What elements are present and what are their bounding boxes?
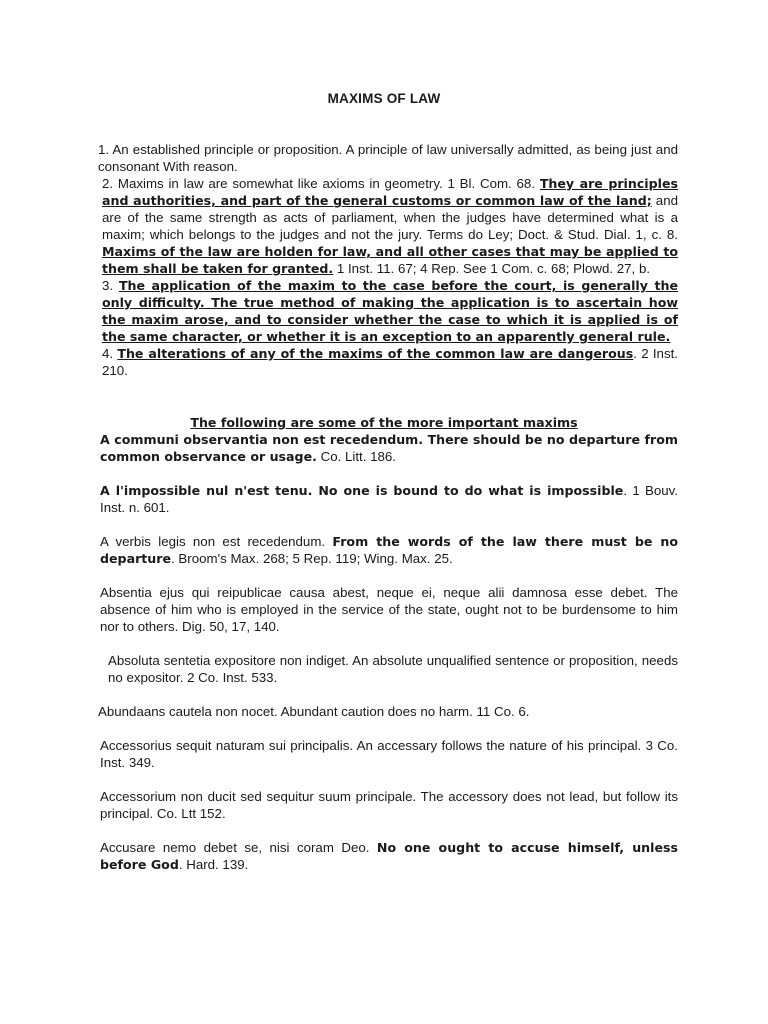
maxim-2-citation: . 1 Bouv. Inst. n. 601. (100, 483, 678, 515)
paragraph-3-number: 3. (102, 278, 119, 293)
maxim-1-citation: Co. Litt. 186. (316, 449, 396, 464)
spacer (90, 686, 678, 703)
paragraph-2-middle: and are of the same strength as acts of parliament, when the judges have determined what is a maxim; which belongs to the judges and not the jury. Terms do Ley; Doct. & Stud. Dial. 1, c. 8. (102, 193, 678, 242)
maxim-9-latin: Accusare nemo debet se, nisi coram Deo. (100, 840, 377, 855)
maxim-item (90, 652, 678, 686)
maxim-8-text: Accessorium non ducit sed sequitur suum principale. The accessory does not lead, but follow its principal. Co. Ltt 152. (100, 789, 678, 821)
maxim-9-translation: No one ought to accuse himself, unless before God (100, 840, 678, 872)
spacer (90, 516, 678, 533)
maxim-6-text: Abundaans cautela non nocet. Abundant caution does no harm. 11 Co. 6. (98, 704, 530, 719)
spacer (90, 771, 678, 788)
maxims-subheading-text: The following are some of the more important maxims (190, 415, 578, 430)
spacer (90, 379, 678, 414)
paragraph-4 (90, 345, 678, 379)
document-body (90, 141, 678, 873)
maxim-3-translation: From the words of the law there must be no departure (100, 534, 678, 566)
paragraph-3-emphasis: The application of the maxim to the case before the court, is generally the only difficulty. The true method of making the application is to ascertain how the maxim arose, and to consider whether the case to which it is applied is of the same character, or whether it is an exception to an apparently general rule. (102, 278, 678, 344)
paragraph-4-citation: . 2 Inst. 210. (102, 346, 678, 378)
paragraph-1 (90, 141, 678, 175)
maxim-item (90, 737, 678, 771)
spacer (90, 822, 678, 839)
document-title: MAXIMS OF LAW (327, 91, 441, 106)
maxim-item (90, 788, 678, 822)
spacer (90, 567, 678, 584)
paragraph-2-emphasis-1: They are principles and authorities, and part of the general customs or common law of the land; (102, 176, 678, 208)
maxim-5-text: Absoluta sentetia expositore non indiget. An absolute unqualified sentence or proposition, needs no expositor. 2 Co. Inst. 533. (108, 653, 678, 685)
maxims-subheading (90, 414, 678, 431)
paragraph-4-emphasis: The alterations of any of the maxims of the common law are dangerous (117, 346, 634, 361)
maxim-item (90, 839, 678, 873)
maxim-item (90, 584, 678, 635)
paragraph-2-citation: 1 Inst. 11. 67; 4 Rep. See 1 Com. c. 68; Plowd. 27, b. (333, 261, 651, 276)
maxim-3-citation: . Broom's Max. 268; 5 Rep. 119; Wing. Max. 25. (171, 551, 453, 566)
paragraph-3 (90, 277, 678, 345)
maxim-4-text: Absentia ejus qui reipublicae causa abest, neque ei, neque alii damnosa esse debet. The absence of him who is employed in the service of the state, ought not to be burdensome to him nor to others. Dig. 50, 17, 140. (100, 585, 678, 634)
maxim-item (90, 703, 678, 720)
maxim-item (90, 533, 678, 567)
paragraph-4-number: 4. (102, 346, 118, 361)
spacer (90, 635, 678, 652)
maxim-item (90, 482, 678, 516)
paragraph-2 (90, 175, 678, 277)
maxim-9-citation: . Hard. 139. (178, 857, 249, 872)
paragraph-2-lead: 2. Maxims in law are somewhat like axioms in geometry. 1 Bl. Com. 68. (102, 176, 540, 191)
maxim-7-text: Accessorius sequit naturam sui principalis. An accessary follows the nature of his principal. 3 Co. Inst. 349. (100, 738, 678, 770)
spacer (90, 465, 678, 482)
maxim-1-text: A communi observantia non est recedendum. There should be no departure from common observance or usage. (100, 432, 678, 464)
paragraph-1-text: 1. An established principle or proposition. A principle of law universally admitted, as being just and consonant With reason. (98, 142, 678, 174)
spacer (90, 720, 678, 737)
maxim-item (90, 431, 678, 465)
paragraph-2-emphasis-2: Maxims of the law are holden for law, and all other cases that may be applied to them shall be taken for granted. (102, 244, 678, 276)
maxim-3-latin: A verbis legis non est recedendum. (100, 534, 333, 549)
maxim-2-text: A l'impossible nul n'est tenu. No one is bound to do what is impossible (100, 483, 624, 498)
